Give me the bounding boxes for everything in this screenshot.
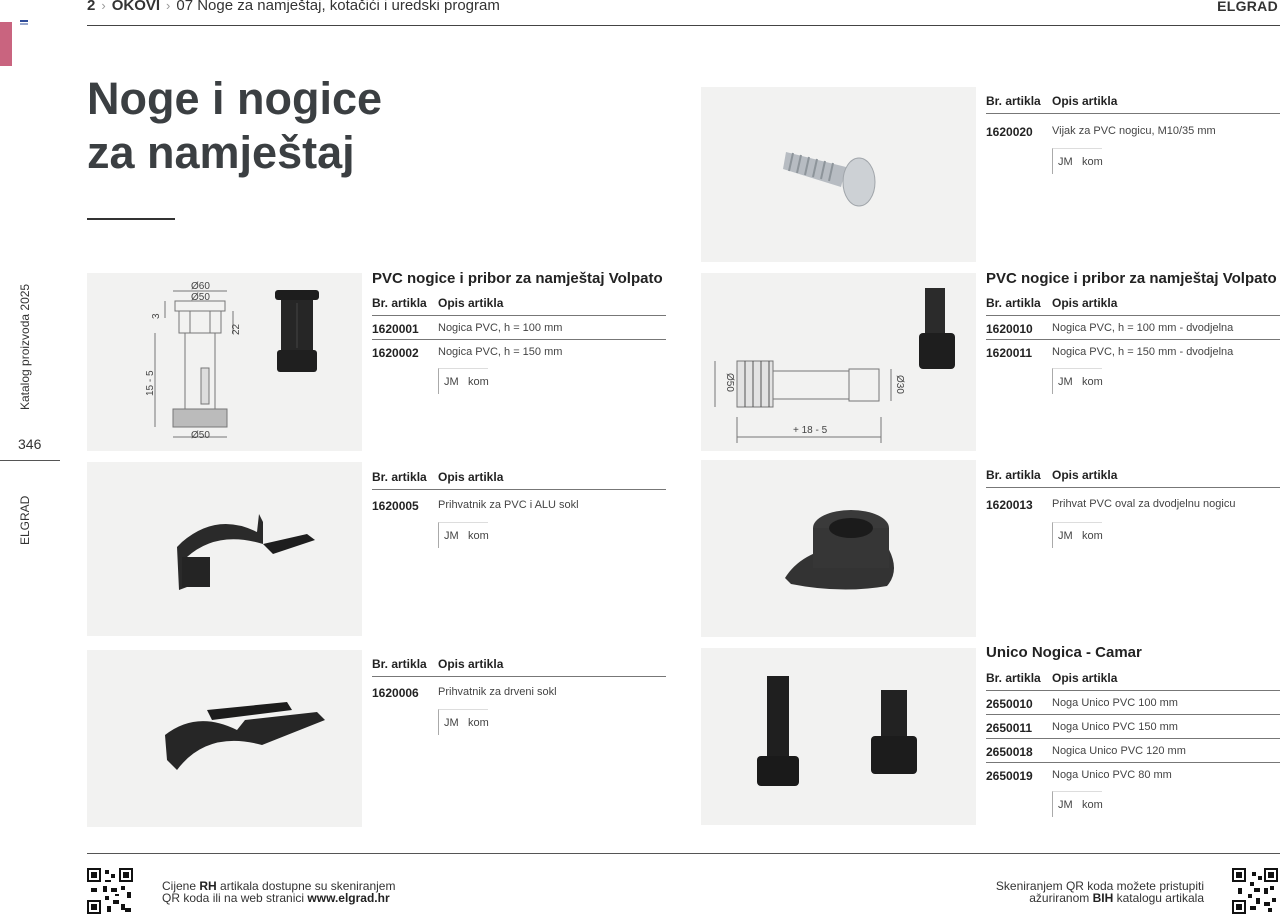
section-title-unico: Unico Nogica - Camar: [986, 644, 1142, 661]
screw-photo: [701, 87, 976, 262]
product-image-volpato-leg: [87, 273, 362, 451]
article-desc: Nogica PVC, h = 150 mm - dvodjelna: [1052, 346, 1234, 358]
chevron-right-icon: ›: [166, 0, 171, 13]
unit-label: JM: [1058, 530, 1073, 542]
table-clip-pvc: [372, 466, 666, 548]
article-desc: Nogica PVC, h = 100 mm - dvodjelna: [1052, 322, 1234, 334]
unit-value: kom: [1082, 376, 1103, 388]
chevron-right-icon: ›: [101, 0, 106, 13]
article-code: 1620010: [986, 322, 1033, 336]
unit-value: kom: [1082, 530, 1103, 542]
dim-dia-small: Ø30: [894, 375, 905, 394]
unit-box: [1052, 368, 1102, 394]
unit-box: [438, 709, 488, 735]
breadcrumb-chapter-number[interactable]: 2: [87, 0, 96, 14]
table-header: [986, 292, 1280, 316]
website-link[interactable]: www.elgrad.hr: [307, 891, 390, 905]
col-desc: Opis artikla: [1052, 296, 1118, 310]
unit-value: kom: [1082, 156, 1103, 168]
footer-text: ažuriranom: [1029, 891, 1093, 905]
table-row: [372, 316, 666, 340]
article-desc: Prihvatnik za drveni sokl: [438, 686, 557, 698]
two-part-drawing: [701, 273, 976, 451]
unit-box: [1052, 522, 1102, 548]
col-desc: Opis artikla: [1052, 468, 1118, 482]
table-header: [986, 464, 1280, 488]
col-desc: Opis artikla: [438, 470, 504, 484]
technical-drawing: [87, 273, 362, 451]
section-title-volpato: PVC nogice i pribor za namještaj Volpato: [372, 270, 663, 287]
table-header: [372, 653, 666, 677]
article-code: 1620006: [372, 686, 419, 700]
flag-icon: [20, 20, 28, 27]
unit-box: [1052, 148, 1102, 174]
breadcrumb-chapter[interactable]: OKOVI: [111, 0, 161, 14]
table-row: [986, 316, 1280, 340]
article-desc: Vijak za PVC nogicu, M10/35 mm: [1052, 125, 1216, 137]
table-row: [986, 715, 1280, 739]
table-header: [986, 90, 1280, 114]
unit-label: JM: [444, 530, 459, 542]
article-code: 1620011: [986, 346, 1033, 360]
table-row: [372, 490, 666, 518]
unit-label: JM: [1058, 376, 1073, 388]
unit-box: [1052, 791, 1102, 817]
product-image-oval-holder: [701, 460, 976, 637]
unit-box: [438, 368, 488, 394]
page-number: 346: [18, 436, 42, 452]
qr-code-icon[interactable]: [87, 868, 133, 914]
dim-dia-big: Ø50: [724, 373, 735, 392]
brand-logo: ELGRAD: [1217, 0, 1278, 14]
table-row: [986, 739, 1280, 763]
section-title-volpato-2: PVC nogice i pribor za namještaj Volpato: [986, 270, 1277, 287]
article-code: 1620020: [986, 125, 1033, 139]
product-image-screw: [701, 87, 976, 262]
col-code: Br. artikla: [986, 671, 1041, 685]
table-row: [986, 340, 1280, 364]
table-volpato: [372, 292, 666, 394]
table-row: [986, 114, 1280, 144]
footer-text: Cijene: [162, 879, 200, 893]
footer-note-left: [162, 880, 395, 904]
clip-wood-photo: [87, 650, 362, 827]
table-clip-wood: [372, 653, 666, 735]
footer-text: Skeniranjem QR koda možete pristupiti: [995, 879, 1204, 893]
footer-text: katalogu artikala: [1113, 891, 1204, 905]
article-desc: Nogica Unico PVC 120 mm: [1052, 745, 1186, 757]
product-image-two-part-leg: [701, 273, 976, 451]
article-code: 2650019: [986, 769, 1033, 783]
col-code: Br. artikla: [372, 470, 427, 484]
article-desc: Noga Unico PVC 80 mm: [1052, 769, 1172, 781]
dim-top-dia1: Ø60: [191, 281, 210, 292]
dim-bottom-dia: Ø50: [191, 430, 210, 441]
title-underline: [87, 218, 175, 220]
footer-text: QR koda ili na web stranici: [162, 891, 308, 905]
clip-photo: [87, 462, 362, 636]
unit-label: JM: [1058, 799, 1073, 811]
article-code: 1620001: [372, 322, 419, 336]
footer-divider: [87, 853, 1280, 854]
dim-small: 3: [151, 313, 162, 319]
unit-label: JM: [444, 376, 459, 388]
col-code: Br. artikla: [986, 94, 1041, 108]
product-image-clip-pvc: [87, 462, 362, 636]
unico-photo: [701, 648, 976, 825]
qr-code-icon[interactable]: [1232, 868, 1278, 914]
unit-label: JM: [1058, 156, 1073, 168]
breadcrumb: [87, 0, 500, 14]
leg-photo: [275, 290, 319, 372]
rail-divider: [0, 460, 60, 461]
unit-box: [438, 522, 488, 548]
dim-mid: 22: [231, 323, 242, 335]
header-divider: [87, 25, 1280, 26]
article-desc: Noga Unico PVC 150 mm: [1052, 721, 1178, 733]
footer-bold: BIH: [1092, 891, 1114, 905]
product-image-unico: [701, 648, 976, 825]
product-image-clip-wood: [87, 650, 362, 827]
table-row: [986, 691, 1280, 715]
col-desc: Opis artikla: [1052, 94, 1118, 108]
table-oval-holder: [986, 464, 1280, 548]
col-code: Br. artikla: [986, 296, 1041, 310]
table-row: [372, 340, 666, 364]
unit-value: kom: [468, 376, 489, 388]
page-title-line2: za namještaj: [87, 127, 355, 178]
rail-brand: ELGRAD: [18, 495, 32, 545]
unit-label: JM: [444, 717, 459, 729]
article-code: 2650011: [986, 721, 1033, 735]
col-code: Br. artikla: [986, 468, 1041, 482]
chapter-tab: [0, 22, 12, 66]
dim-top-dia2: Ø50: [191, 292, 210, 303]
unit-value: kom: [1082, 799, 1103, 811]
col-desc: Opis artikla: [438, 296, 504, 310]
col-code: Br. artikla: [372, 657, 427, 671]
article-desc: Prihvatnik za PVC i ALU sokl: [438, 499, 579, 511]
col-desc: Opis artikla: [438, 657, 504, 671]
footer-text: artikala dostupne su skeniranjem: [216, 879, 396, 893]
col-code: Br. artikla: [372, 296, 427, 310]
table-volpato-2: [986, 292, 1280, 394]
article-desc: Noga Unico PVC 100 mm: [1052, 697, 1178, 709]
unit-value: kom: [468, 717, 489, 729]
article-code: 1620002: [372, 346, 419, 360]
table-screw: [986, 90, 1280, 174]
table-unico: [986, 667, 1280, 817]
article-code: 2650010: [986, 697, 1033, 711]
footer-note-right: [996, 880, 1204, 904]
unit-value: kom: [468, 530, 489, 542]
oval-holder-photo: [701, 460, 976, 637]
article-code: 2650018: [986, 745, 1033, 759]
table-header: [986, 667, 1280, 691]
col-desc: Opis artikla: [1052, 671, 1118, 685]
article-desc: Prihvat PVC oval za dvodjelnu nogicu: [1052, 498, 1236, 510]
article-code: 1620005: [372, 499, 419, 513]
table-row: [986, 488, 1280, 518]
breadcrumb-section[interactable]: 07 Noge za namještaj, kotačići i uredski program: [176, 0, 500, 14]
leg-photo-2: [919, 288, 955, 369]
table-header: [372, 466, 666, 490]
page-title-line1: Noge i nogice: [87, 73, 383, 124]
article-code: 1620013: [986, 498, 1033, 512]
table-header: [372, 292, 666, 316]
article-desc: Nogica PVC, h = 100 mm: [438, 322, 563, 334]
dim-height: 15 - 5: [145, 370, 156, 396]
catalog-label: Katalog proizvoda 2025: [18, 283, 32, 410]
table-row: [986, 763, 1280, 787]
table-row: [372, 677, 666, 705]
page-title: [87, 72, 382, 180]
article-desc: Nogica PVC, h = 150 mm: [438, 346, 563, 358]
footer-bold: RH: [199, 879, 217, 893]
dim-length: + 18 - 5: [793, 425, 828, 436]
